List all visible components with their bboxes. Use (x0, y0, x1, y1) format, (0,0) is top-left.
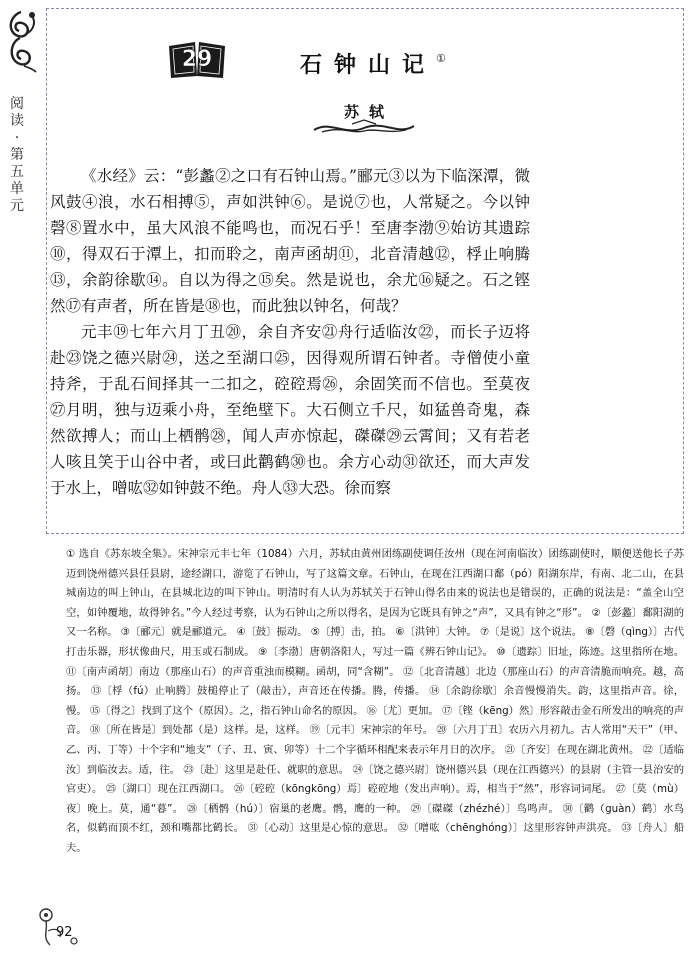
article-body (50, 163, 530, 501)
title-note-marker: ① (436, 52, 446, 65)
frame-divider (46, 533, 684, 534)
lesson-number: 29 (181, 47, 213, 72)
page-number: 92 (56, 925, 73, 940)
article-title: 石钟山记① (300, 52, 446, 78)
body-paragraph: 《水经》云：“彭蠡②之口有石钟山焉。”郦元③以为下临深潭，微风鼓④浪，水石相搏⑤，声如洪钟⑥。是说⑦也，人常疑之。今以钟磬⑧置水中，虽大风浪不能鸣也，而况石乎！至唐李渤⑨始访其遗踪⑩，得双石于潭上，扣而聆之，南声函胡⑪，北音清越⑫，桴止响腾⑬，余韵徐歇⑭。自以为得之⑮矣。然是说也，余尤⑯疑之。石之铿然⑰有声者，所在皆是⑱也，而此独以钟名，何哉？ (50, 167, 530, 315)
body-paragraph: 元丰⑲七年六月丁丑⑳，余自齐安㉑舟行适临汝㉒，而长子迈将赴㉓饶之德兴尉㉔，送之至湖口㉕，因得观所谓石钟者。寺僧使小童持斧，于乱石间择其一二扣之，硿硿焉㉖，余固笑而不信也。至莫夜㉗月明，独与迈乘小舟，至绝壁下。大石侧立千尺，如猛兽奇鬼，森然欲搏人；而山上栖鹘㉘，闻人声亦惊起，磔磔㉙云霄间；又有若老人咳且笑于山谷中者，或曰此鹳鹤㉚也。余方心动㉛欲还，而大声发于水上，噌吰㉜如钟鼓不绝。舟人㉝大恐。徐而察 (50, 323, 530, 497)
scroll-flourish-icon (312, 118, 416, 138)
lesson-number-badge (166, 38, 228, 80)
footnotes (66, 545, 684, 859)
footnote-text: ① 选自《苏东坡全集》。宋神宗元丰七年（1084）六月，苏轼由黄州团练副使调任汝州（现在河南临汝）团练副使时，顺便送他长子苏迈到饶州德兴县任县尉，途经湖口，游览了石钟山，写了这篇文章。石钟山，在现在江西湖口鄱（pó）阳湖东岸，有南、北二山，在县城南边的叫上钟山，在县城北边的叫下钟山。明清时有人认为苏轼关于石钟山得名由来的说法也是错误的，正确的说法是：“盖全山空空，如钟覆地，故得钟名。”今人经过考察，认为石钟山之所以得名，是因为它既具有钟之“声”，又具有钟之“形”。 ②〔彭蠡〕鄱阳湖的又一名称。 ③〔郦元〕就是郦道元。 ④〔鼓〕振动。 ⑤〔搏〕击，拍。 ⑥〔洪钟〕大钟。 ⑦〔是说〕这个说法。 ⑧〔磬（qìng）〕古代打击乐器，形状像曲尺，用玉或石制成。 ⑨〔李渤〕唐朝洛阳人，写过一篇《辨石钟山记》。 ⑩〔遗踪〕旧址，陈迹。这里指所在地。 ⑪〔南声函胡〕南边（那座山石）的声音重浊而模糊。函胡，同“含糊”。 ⑫〔北音清越〕北边（那座山石）的声音清脆而响亮。越，高扬。 ⑬〔桴（fú）止响腾〕鼓槌停止了（敲击），声音还在传播。腾，传播。 ⑭〔余韵徐歇〕余音慢慢消失。韵，这里指声音。徐，慢。 ⑮〔得之〕找到了这个（原因）。之，指石钟山命名的原因。 ⑯〔尤〕更加。 ⑰〔铿（kēng）然〕形容敲击金石所发出的响亮的声音。 ⑱〔所在皆是〕到处都（是）这样。是，这样。 ⑲〔元丰〕宋神宗的年号。 ⑳〔六月丁丑〕农历六月初九。古人常用“天干”（甲、乙、丙、丁等）十个字和“地支”（子、丑、寅、卯等）十二个字循环相配来表示年月日的次序。 ㉑〔齐安〕在现在湖北黄州。 ㉒〔适临汝〕到临汝去。适，往。 ㉓〔赴〕这里是赴任、就职的意思。 ㉔〔饶之德兴尉〕饶州德兴县（现在江西德兴）的县尉（主管一县治安的官吏）。 ㉕〔湖口〕现在江西湖口。 ㉖〔硿硿（kōngkōng）焉〕硿硿地（发出声响）。焉，相当于“然”，形容词词尾。 ㉗〔莫（mù）夜〕晚上。莫，通“暮”。 ㉘〔栖鹘（hú）〕宿巢的老鹰。鹘，鹰的一种。 ㉙〔磔磔（zhézhé）〕鸟鸣声。 ㉚〔鹳（guàn）鹤〕水鸟名，似鹤而顶不红，颈和嘴都比鹤长。 ㉛〔心动〕这里是心惊的意思。 ㉜〔噌吰（chēnghóng）〕这里形容钟声洪亮。 ㉝〔舟人〕船夫。 (66, 548, 684, 854)
floral-ornament-icon (4, 8, 38, 74)
author-name: 苏轼 (344, 103, 395, 121)
section-label: 阅 读 · 第 五 单 元 (10, 96, 24, 214)
book-badge-icon (166, 38, 228, 80)
